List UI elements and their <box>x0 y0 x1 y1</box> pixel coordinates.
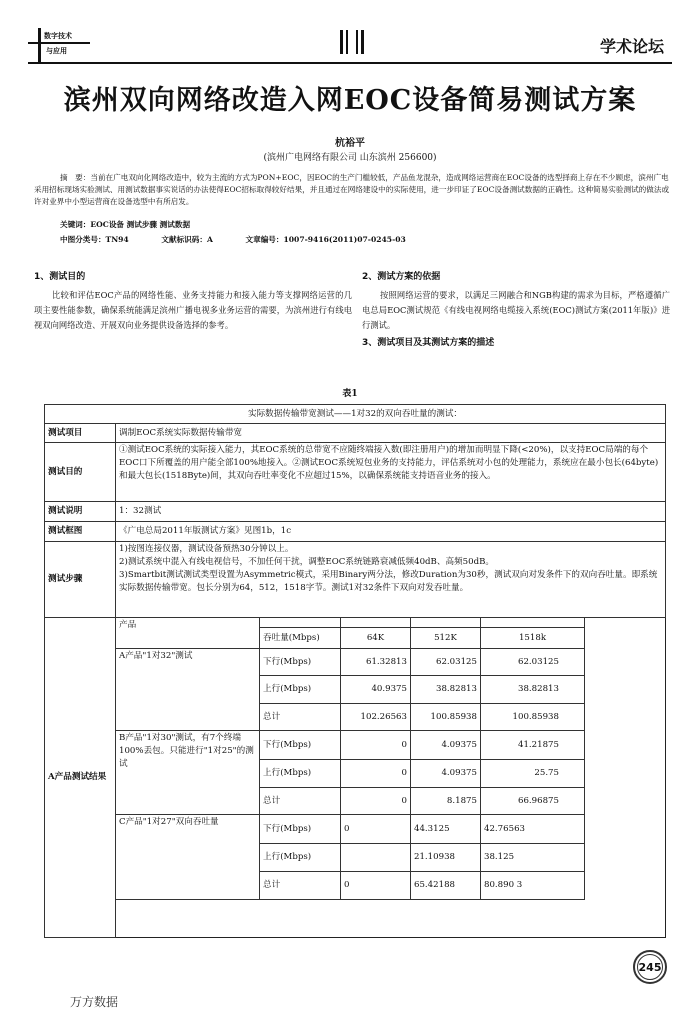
paper-title: 滨州双向网络改造入网EOC设备简易测试方案 <box>63 85 637 116</box>
section-2-heading: 2、测试方案的依据 <box>362 272 441 282</box>
header-rule <box>28 62 672 64</box>
group-a-total-label: 总计 <box>259 703 341 731</box>
author: 杭裕平 <box>335 138 365 149</box>
keywords: 关键词：EOC设备 测试步骤 测试数据 <box>60 220 191 229</box>
group-c-down-label: 下行(Mbps) <box>259 814 341 844</box>
clc-number: 中图分类号：TN94 <box>60 235 129 244</box>
throughput-header: 吞吐量(Mbps) <box>259 627 341 649</box>
group-b-up-64k: 0 <box>340 759 411 788</box>
group-b-down-64k: 0 <box>340 730 411 760</box>
section-1-body: 比较和评估EOC产品的网络性能、业务支持能力和接入能力等支撑网络运营的几项主要性能参数，确保系统能满足滨州广播电视多业务运营的需要，为滨州进行有线电视双向网络改造、开展双向业务提供设备选择的参考。 <box>34 290 352 330</box>
row-content-steps: 1)按图连接仪器，测试设备预热30分钟以上。 2)测试系统中混入有线电视信号，不加任何干扰，调整EOC系统链路衰减低频40dB、高频50dB。 3)Smartbit测试测试类型设置为Asymmetric模式，采用Binary两分法，修改Duration为30秒，测试双向对发条件下的双向吞吐量。即系统实际数据传输带宽。包长分别为64，512，1518字节。测试1对32条件下双向对发吞吐量。 <box>115 541 666 618</box>
group-b-total-1518k: 66.96875 <box>480 787 585 815</box>
group-c-down-64k: 0 <box>340 814 411 844</box>
group-a-total-512k: 100.85938 <box>410 703 481 731</box>
group-a-up-1518k: 38.82813 <box>480 675 585 704</box>
section-3-heading: 3、测试项目及其测试方案的描述 <box>362 338 495 348</box>
packet-size-512k: 512K <box>410 627 481 649</box>
group-b-name: B产品"1对30"测试，有7个终端100%丢包。只能进行"1对25"的测试 <box>115 730 260 815</box>
group-b-up-1518k: 25.75 <box>480 759 585 788</box>
section-2-body: 按照网络运营的要求，以满足三网融合和NGB构建的需求为目标，严格遵循广电总局EOC测试规范《有线电视网络电缆接入系统(EOC)测试方案(2011年版)》进行测试。 <box>362 290 670 330</box>
row-label-purpose: 测试目的 <box>44 442 116 502</box>
group-a-down-1518k: 62.03125 <box>480 648 585 676</box>
row-label-diagram: 测试框图 <box>44 521 116 542</box>
group-b-down-512k: 4.09375 <box>410 730 481 760</box>
group-b-up-512k: 4.09375 <box>410 759 481 788</box>
journal-logo <box>28 28 90 64</box>
row-label-project: 测试项目 <box>44 423 116 443</box>
group-c-up-512k: 21.10938 <box>410 843 481 872</box>
group-a-total-1518k: 100.85938 <box>480 703 585 731</box>
journal-logo-line1: 数字技术 <box>44 31 72 40</box>
page-number-badge <box>633 950 667 984</box>
group-c-total-512k: 65.42188 <box>410 871 481 900</box>
row-label-results: A产品测试结果 <box>44 617 116 938</box>
row-content-project: 调制EOC系统实际数据传输带宽 <box>115 423 666 443</box>
affiliation: (滨州广电网络有限公司 山东滨州 256600) <box>263 153 437 163</box>
group-c-name: C产品"1对27"双向吞吐量 <box>115 814 260 900</box>
table-caption: 表1 <box>342 389 358 399</box>
article-number: 文章编号：1007-9416(2011)07-0245-03 <box>245 235 406 244</box>
group-b-total-label: 总计 <box>259 787 341 815</box>
table-title-row: 实际数据传输带宽测试——1对32的双向吞吐量的测试： <box>44 404 666 424</box>
footer-source: 万方数据 <box>70 995 119 1009</box>
group-a-name: A产品"1对32"测试 <box>115 648 260 731</box>
group-a-total-64k: 102.26563 <box>340 703 411 731</box>
row-content-purpose: ①测试EOC系统的实际接入能力，其EOC系统的总带宽不应随终端接入数(即注册用户)的增加而明显下降(<20%)，以支持EOC局端的每个EOC口下所覆盖的用户能全部100%地接入。②测试EOC系统短包业务的支持能力，评估系统对小包的处理能力，系统应在最小包长(64byte)和最大包长(1518Byte)间，其双向吞吐率变化不应超过15%，以确保系统能支持语音业务的接入。 <box>115 442 666 502</box>
left-column <box>34 270 352 333</box>
group-c-total-1518k: 80.890 3 <box>480 871 585 900</box>
group-a-up-label: 上行(Mbps) <box>259 675 341 704</box>
group-c-total-label: 总计 <box>259 871 341 900</box>
row-content-diagram: 《广电总局2011年版测试方案》见图1b，1c <box>115 521 666 542</box>
group-c-down-1518k: 42.76563 <box>480 814 585 844</box>
section-label: 学术论坛 <box>599 37 664 56</box>
group-a-down-label: 下行(Mbps) <box>259 648 341 676</box>
group-b-up-label: 上行(Mbps) <box>259 759 341 788</box>
group-b-total-512k: 8.1875 <box>410 787 481 815</box>
group-c-up-64k <box>340 843 411 872</box>
row-content-note: 1：32测试 <box>115 501 666 522</box>
packet-size-64k: 64K <box>340 627 411 649</box>
section-1-heading: 1、测试目的 <box>34 272 86 282</box>
header-bars-decoration <box>340 30 366 54</box>
group-c-down-512k: 44.3125 <box>410 814 481 844</box>
group-b-down-label: 下行(Mbps) <box>259 730 341 760</box>
group-b-total-64k: 0 <box>340 787 411 815</box>
group-a-up-64k: 40.9375 <box>340 675 411 704</box>
group-a-down-512k: 62.03125 <box>410 648 481 676</box>
group-c-up-label: 上行(Mbps) <box>259 843 341 872</box>
group-a-down-64k: 61.32813 <box>340 648 411 676</box>
doc-code: 文献标识码：A <box>161 235 213 244</box>
group-a-up-512k: 38.82813 <box>410 675 481 704</box>
group-c-up-1518k: 38.125 <box>480 843 585 872</box>
group-b-down-1518k: 41.21875 <box>480 730 585 760</box>
right-column <box>362 270 670 354</box>
group-c-total-64k: 0 <box>340 871 411 900</box>
classification-line <box>60 234 434 245</box>
product-header: 产品 <box>115 617 260 638</box>
abstract: 摘 要：当前在广电双向化网络改造中，较为主流的方式为PON+EOC，因EOC的生产门槛较低，产品鱼龙混杂，造成网络运营商在EOC设备的选型择商上存在不少顾虑，滨州广电采用招标现场实验测试、用测试数据事实说话的办法使得EOC招标取得较好结果，并且通过在网络建设中的实际使用，进一步印证了EOC设备测试数据的正确性。这种简易实验测试的做法或许对业界中小型运营商在设备选型中有所启发。 <box>34 173 670 206</box>
journal-logo-line2: 与应用 <box>46 46 67 55</box>
row-label-note: 测试说明 <box>44 501 116 522</box>
packet-size-1518k: 1518k <box>480 627 585 649</box>
page-number: 245 <box>638 961 662 974</box>
row-label-steps: 测试步骤 <box>44 541 116 618</box>
